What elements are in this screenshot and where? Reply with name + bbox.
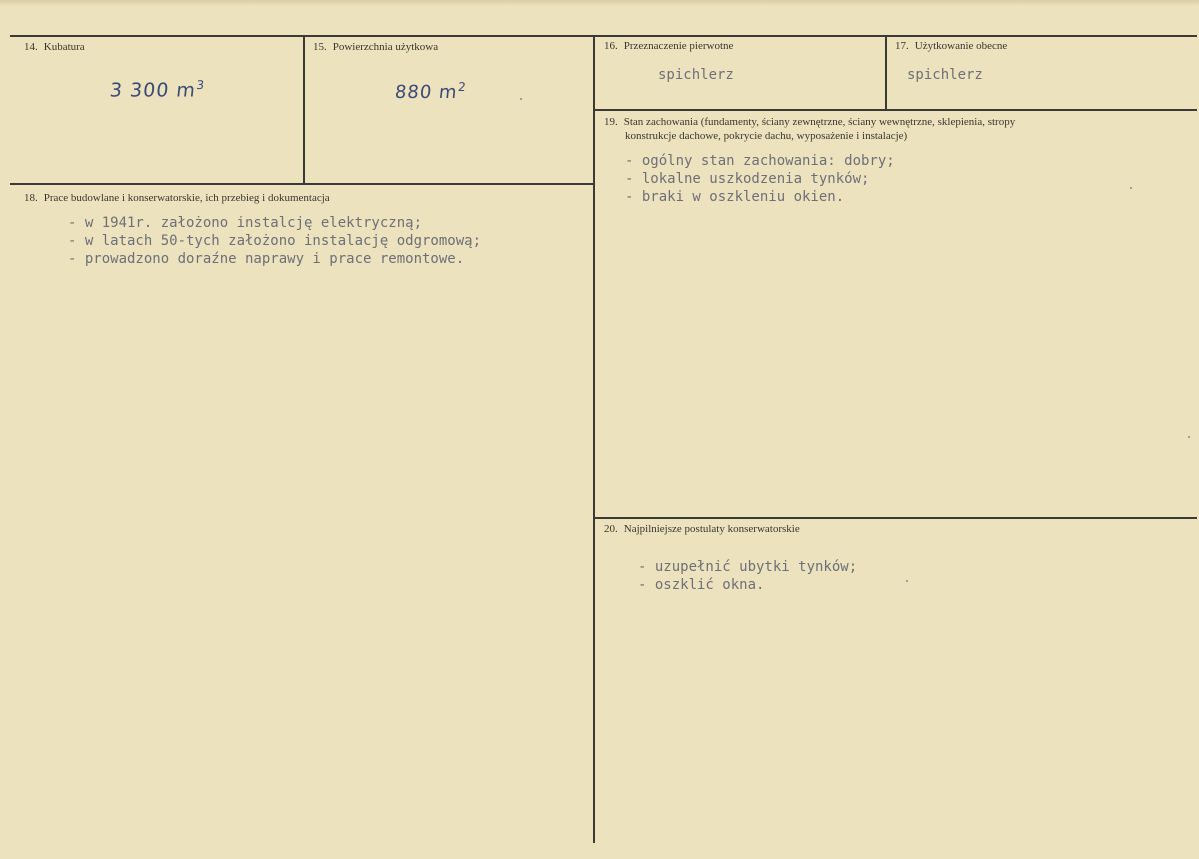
field-14-title: Kubatura	[43, 41, 85, 53]
field-19-line: - braki w oszkleniu okien.	[625, 189, 845, 205]
main-vertical-divider	[593, 35, 595, 843]
field-19-number: 19.	[604, 116, 618, 128]
field-17-label	[895, 40, 1007, 53]
field-18-line: - prowadzono doraźne naprawy i prace remontowe.	[68, 251, 465, 267]
field-18-label	[24, 192, 330, 205]
field-20-label	[604, 523, 800, 536]
field-14-value	[109, 78, 206, 101]
field-19-label-continuation: konstrukcje dachowe, pokrycie dachu, wyposażenie i instalacje)	[625, 130, 908, 142]
field-15-title: Powierzchnia użytkowa	[332, 41, 439, 53]
field-18-line: - w 1941r. założono instalcję elektryczną;	[68, 215, 423, 231]
field-18-title: Prace budowlane i konserwatorskie, ich przebieg i dokumentacja	[43, 192, 330, 204]
field-14-unit-exponent: 3	[195, 78, 206, 92]
field-16-label	[604, 40, 733, 53]
paper-speck	[1130, 187, 1132, 189]
field-14-label	[24, 41, 85, 54]
field-17-title: Użytkowanie obecne	[914, 40, 1008, 52]
field-20-line: - uzupełnić ubytki tynków;	[638, 559, 858, 575]
top-rule	[10, 35, 1197, 37]
rule-above-20	[595, 517, 1197, 519]
field-19-label	[604, 116, 1015, 129]
field-19-line: - ogólny stan zachowania: dobry;	[625, 153, 895, 169]
field-14-value-text: 3 300 m	[108, 79, 198, 102]
field-16-number: 16.	[604, 40, 618, 52]
divider-16-17	[885, 35, 887, 110]
rule-above-19	[595, 109, 1197, 111]
field-15-unit-exponent: 2	[457, 80, 468, 94]
field-19-line: - lokalne uszkodzenia tynków;	[625, 171, 870, 187]
field-19-title-line1: Stan zachowania (fundamenty, ściany zewnętrzne, ściany wewnętrzne, sklepienia, stropy	[623, 116, 1016, 128]
rule-above-18	[10, 183, 595, 185]
paper-speck	[1188, 436, 1190, 438]
divider-14-15	[303, 35, 305, 183]
field-20-title: Najpilniejsze postulaty konserwatorskie	[623, 523, 800, 535]
paper-speck	[906, 580, 908, 582]
field-15-label	[313, 41, 438, 54]
field-18-number: 18.	[24, 192, 38, 204]
field-18-line: - w latach 50-tych założono instalację odgromową;	[68, 233, 482, 249]
paper-speck	[520, 98, 522, 100]
field-20-number: 20.	[604, 523, 618, 535]
field-14-number: 14.	[24, 41, 38, 53]
field-16-value: spichlerz	[658, 67, 734, 83]
field-16-title: Przeznaczenie pierwotne	[623, 40, 734, 52]
field-17-value: spichlerz	[907, 67, 983, 83]
field-20-line: - oszklić okna.	[638, 577, 765, 593]
field-15-value-text: 880 m	[393, 82, 459, 103]
field-15-number: 15.	[313, 41, 327, 53]
field-15-value	[394, 80, 468, 103]
field-17-number: 17.	[895, 40, 909, 52]
